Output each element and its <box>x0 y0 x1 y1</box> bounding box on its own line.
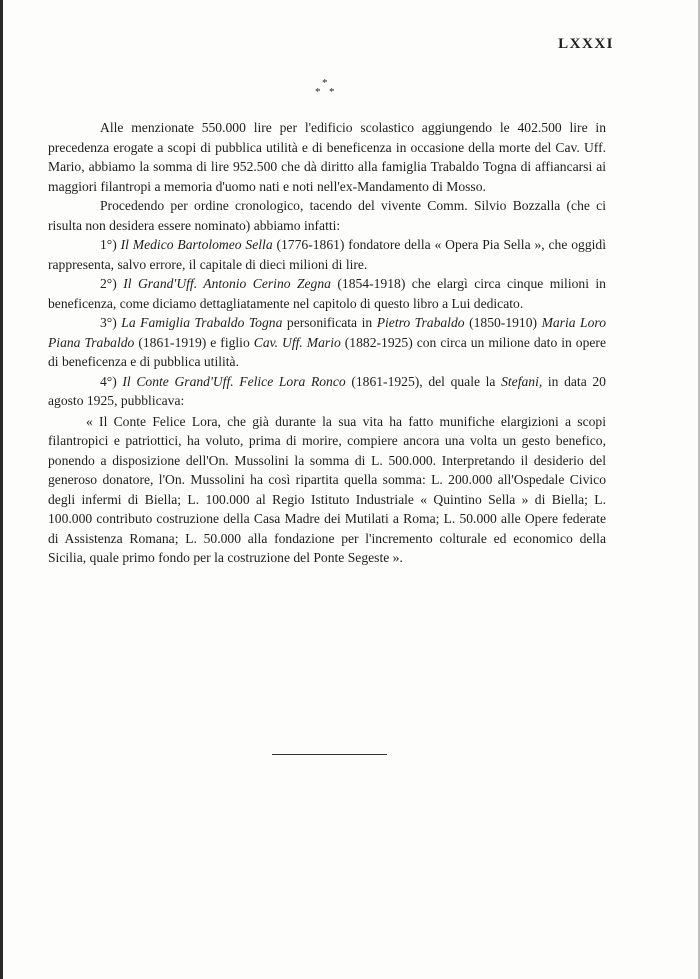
paragraph-intro: Alle menzionate 550.000 lire per l'edificio scolastico aggiungendo le 402.500 lire in precedenza erogate a scopi di pubblica utilità e di beneficenza in occasione della morte del Cav. Uff. Mario, abbiamo la somma di lire 952.500 che dà diritto alla famiglia Trabaldo Togna di affiancarsi ai maggiori filantropi a memoria d'uomo nati e noti nell'ex-Mandamento di Mosso. <box>48 120 606 194</box>
asterism-ornament: * * * <box>315 77 335 98</box>
list-item-trabaldo <box>48 313 606 372</box>
family-name: La Famiglia Trabaldo Togna <box>121 315 283 330</box>
person-name: Maria Loro Piana Trabaldo <box>48 315 606 350</box>
person-name: Cav. Uff. Mario <box>253 334 341 350</box>
item-number: 3°) <box>100 315 117 330</box>
list-item-zegna <box>48 274 606 313</box>
item-number: 1°) <box>100 237 117 252</box>
person-name: Il Grand'Uff. Antonio Cerino Zegna <box>123 276 331 291</box>
section-divider <box>272 754 387 755</box>
item-dates: (1850-1910) <box>469 315 538 330</box>
person-name: Il Conte Grand'Uff. Felice Lora Ronco <box>122 373 346 389</box>
page-number: LXXXI <box>558 36 614 52</box>
quoted-announcement: « Il Conte Felice Lora, che già durante la sua vita ha fatto munifiche elargizioni a scopi filantropici e patriottici, ha voluto, prima di morire, compiere ancora una volta un gesto benefico, ponendo a disposizione dell'On. Mussolini la somma di L. 500.000. Interpretando il desiderio del generoso donatore, l'On. Mussolini ha così ripartita quella somma: L. 200.000 all'Ospedale Civico degli infermi di Biella; L. 100.000 al Regio Istituto Industriale « Quintino Sella » di Biella; L. 100.000 contributo costruzione della Casa Madre dei Mutilati a Roma; L. 50.000 alle Opere federate di Assistenza Romana; L. 50.000 alla fondazione per l'incremento colturale ed economico della Sicilia, quale primo fondo per la costruzione del Ponte Segeste ». <box>48 413 606 565</box>
item-dates: (1861-1919) e figlio <box>138 334 250 350</box>
item-text: (1854-1918) che elargì circa cinque milioni in beneficenza, come diciamo dettagliatamente nel capitolo di questo libro a Lui dedicato. <box>48 276 606 311</box>
item-text: (1776-1861) fondatore della « Opera Pia Sella », che oggidì rappresenta, salvo errore, il capitale di dieci milioni di lire. <box>48 237 606 272</box>
item-text: personificata in <box>286 315 373 330</box>
list-item-lora-ronco <box>48 372 606 411</box>
item-number: 2°) <box>100 276 117 291</box>
paragraph-chronology: Procedendo per ordine cronologico, tacendo del vivente Comm. Silvio Bozzalla (che ci risulta non desidera essere nominato) abbiamo infatti: <box>48 198 606 233</box>
item-number: 4°) <box>100 373 117 389</box>
source-name: Stefani, <box>501 373 543 389</box>
item-text: (1882-1925) con circa un milione dato in opere di beneficenza e di pubblica utilità. <box>48 334 606 369</box>
person-name: Pietro Trabaldo <box>376 315 465 330</box>
page-left-edge <box>0 0 3 979</box>
item-text: (1861-1925), del quale la <box>351 373 496 389</box>
body-text <box>48 118 606 568</box>
list-item-sella <box>48 235 606 274</box>
person-name: Il Medico Bartolomeo Sella <box>120 237 273 252</box>
item-text: in data 20 agosto 1925, pubblicava: <box>48 373 606 408</box>
